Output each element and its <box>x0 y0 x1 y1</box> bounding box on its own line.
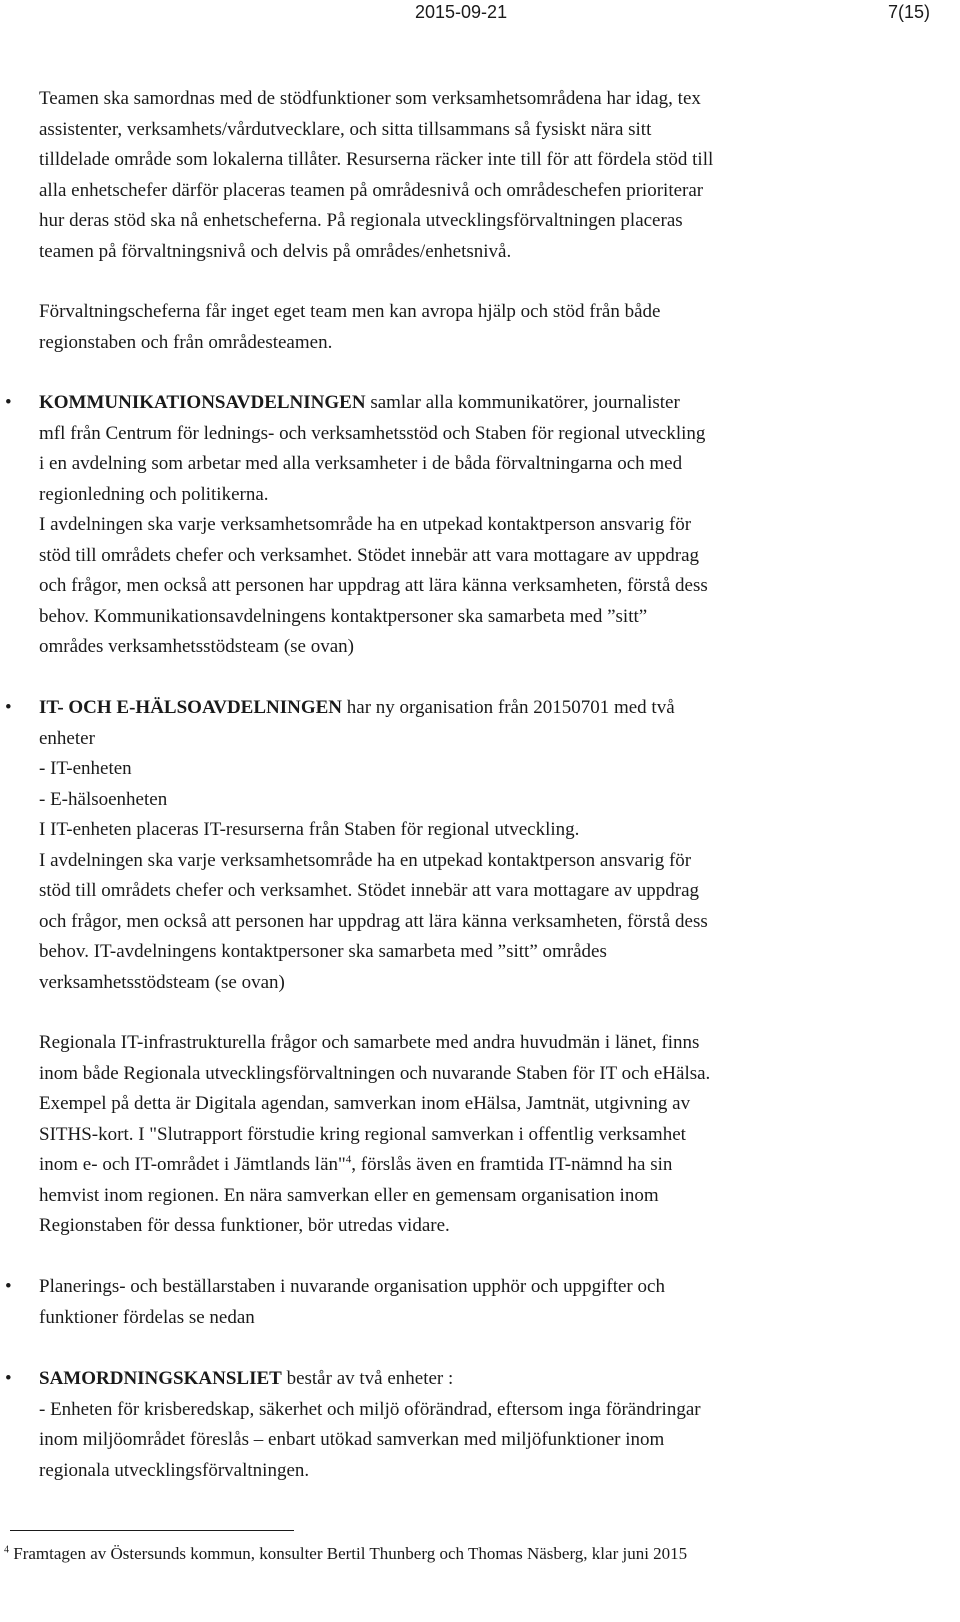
text-line <box>39 388 919 419</box>
section-samordningskansliet <box>39 1364 919 1486</box>
text-line: i en avdelning som arbetar med alla verksamheter i de båda förvaltningarna och med <box>39 453 683 474</box>
text-line <box>39 1364 919 1395</box>
bullet-icon: • <box>5 1276 12 1297</box>
text-line: Planerings- och beställarstaben i nuvarande organisation upphör och uppgifter och <box>39 1276 665 1297</box>
text-line: regionala utvecklingsförvaltningen. <box>39 1459 310 1481</box>
text-line: I avdelningen ska varje verksamhetsområde ha en utpekad kontaktperson ansvarig för <box>39 849 692 871</box>
header-page-number: 7(15) <box>887 2 930 22</box>
text-line: verksamhetsstödsteam (se ovan) <box>39 971 285 993</box>
text-line: inom både Regionala utvecklingsförvaltningen och nuvarande Staben för IT och eHälsa. <box>39 1062 711 1084</box>
text-span: , förslås även en framtida IT-nämnd ha sin <box>351 1154 673 1175</box>
text-line: stöd till områdets chefer och verksamhet. Stödet innebär att vara mottagare av uppdrag <box>39 544 700 566</box>
text-line: - E-hälsoenheten <box>39 788 168 810</box>
text-line: enheter <box>39 727 95 749</box>
text-line: Förvaltningscheferna får inget eget team men kan avropa hjälp och stöd från både <box>39 301 661 322</box>
text-line: hemvist inom regionen. En nära samverkan eller en gemensam organisation inom <box>39 1184 659 1206</box>
section-it-ehalsoavdelningen <box>39 693 919 998</box>
text-line: I avdelningen ska varje verksamhetsområde ha en utpekad kontaktperson ansvarig för <box>39 514 692 535</box>
text-line: Regionstaben för dessa funktioner, bör utredas vidare. <box>39 1215 450 1236</box>
text-line: - Enheten för krisberedskap, säkerhet och miljö oförändrad, eftersom inga förändringar <box>39 1398 701 1420</box>
text-line: behov. Kommunikationsavdelningens kontaktpersoner ska samarbeta med ”sitt” <box>39 605 648 627</box>
footnote-divider <box>10 1530 294 1531</box>
section-heading: KOMMUNIKATIONSAVDELNINGEN <box>39 392 366 413</box>
section-planeringsstaben <box>39 1272 919 1333</box>
text-line: funktioner fördelas se nedan <box>39 1306 255 1328</box>
paragraph-forvaltningscheferna <box>39 297 919 358</box>
text-line: Teamen ska samordnas med de stödfunktioner som verksamhetsområdena har idag, tex <box>39 88 701 109</box>
footnote-text: Framtagen av Östersunds kommun, konsulter Bertil Thunberg och Thomas Näsberg, klar juni 2015 <box>9 1544 688 1563</box>
text-span: har ny organisation från 20150701 med två <box>342 697 675 718</box>
text-line: och frågor, men också att personen har uppdrag att lära känna verksamheten, förstå dess <box>39 575 708 596</box>
text-line: behov. IT-avdelningens kontaktpersoner ska samarbeta med ”sitt” områdes <box>39 941 607 962</box>
page-header <box>0 0 960 24</box>
header-date: 2015-09-21 <box>415 2 508 22</box>
text-line: mfl från Centrum för lednings- och verksamhetsstöd och Staben för regional utveckling <box>39 422 706 444</box>
text-line: inom miljöområdet föreslås – enbart utökad samverkan med miljöfunktioner inom <box>39 1429 665 1450</box>
section-heading: IT- OCH E-HÄLSOAVDELNINGEN <box>39 697 343 718</box>
paragraph-teamen <box>39 84 919 267</box>
bullet-icon: • <box>5 697 12 718</box>
footnote-reference: 4 <box>345 1153 352 1166</box>
text-span: samlar alla kommunikatörer, journalister <box>365 392 680 413</box>
footnote <box>4 1542 904 1566</box>
text-line: teamen på förvaltningsnivå och delvis på områdes/enhetsnivå. <box>39 240 512 262</box>
section-kommunikationsavdelningen <box>39 388 919 663</box>
text-span: inom e- och IT-området i Jämtlands län" <box>39 1154 346 1175</box>
text-line: tilldelade område som lokalerna tillåter. Resurserna räcker inte till för att fördela stöd till <box>39 149 714 170</box>
text-line: och frågor, men också att personen har uppdrag att lära känna verksamheten, förstå dess <box>39 910 708 932</box>
paragraph-regionala-it <box>39 1028 919 1242</box>
text-line: stöd till områdets chefer och verksamhet. Stödet innebär att vara mottagare av uppdrag <box>39 880 700 901</box>
bullet-icon: • <box>5 1368 12 1389</box>
footnote-mark: 4 <box>4 1544 9 1556</box>
text-line: Exempel på detta är Digitala agendan, samverkan inom eHälsa, Jamtnät, utgivning av <box>39 1093 691 1114</box>
text-line: - IT-enheten <box>39 758 132 779</box>
text-line <box>39 1150 919 1181</box>
text-line <box>39 693 919 724</box>
text-line: Regionala IT-infrastrukturella frågor och samarbete med andra huvudmän i länet, finns <box>39 1032 700 1053</box>
text-line: områdes verksamhetsstödsteam (se ovan) <box>39 636 354 657</box>
text-line: hur deras stöd ska nå enhetscheferna. På regionala utvecklingsförvaltningen placeras <box>39 210 683 231</box>
bullet-icon: • <box>5 392 12 413</box>
text-line: alla enhetschefer därför placeras teamen på områdesnivå och områdeschefen prioriterar <box>39 179 704 201</box>
text-line: assistenter, verksamhets/vårdutvecklare, och sitta tillsammans så fysiskt nära sitt <box>39 118 652 140</box>
text-line: regionledning och politikerna. <box>39 483 269 505</box>
text-line: I IT-enheten placeras IT-resurserna från Staben för regional utveckling. <box>39 819 580 840</box>
text-line: SITHS-kort. I "Slutrapport förstudie kring regional samverkan i offentlig verksamhet <box>39 1123 686 1145</box>
text-line: regionstaben och från områdesteamen. <box>39 331 333 353</box>
text-span: består av två enheter : <box>281 1368 454 1389</box>
section-heading: SAMORDNINGSKANSLIET <box>39 1368 282 1389</box>
